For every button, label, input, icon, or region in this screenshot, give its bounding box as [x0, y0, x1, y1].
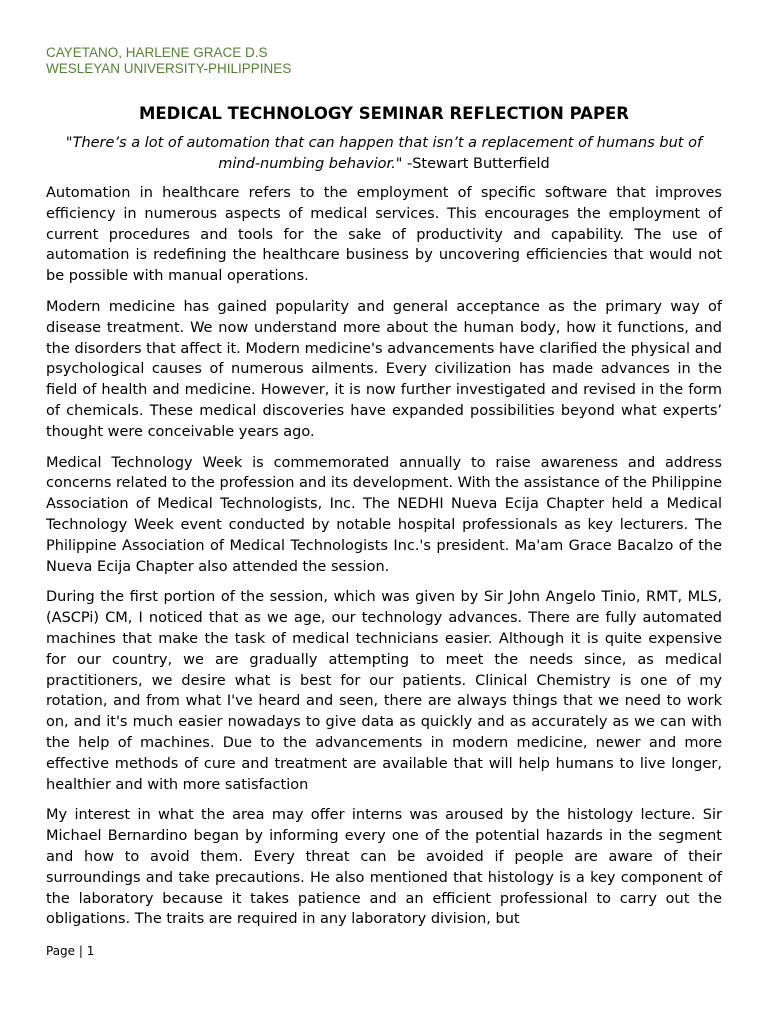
- page-separator: |: [78, 944, 83, 958]
- paragraph-2: Modern medicine has gained popularity and general acceptance as the primary way of disease treatment. We now understand more about the human body, how it functions, and the disorders that affect it. Modern medicine's advancements have clarified the physical and psychological causes of numerous ailments. Every civilization has made advances in the field of health and medicine. However, it is now further investigated and revised in the form of chemicals. These medical discoveries have expanded possibilities beyond what experts’ thought were conceivable years ago.: [46, 298, 722, 440]
- epigraph-quote: [46, 133, 722, 174]
- page-label: Page: [46, 944, 76, 958]
- paragraph-3: Medical Technology Week is commemorated annually to raise awareness and address concerns related to the profession and its development. With the assistance of the Philippine Association of Medical Technologists, Inc. The NEDHI Nueva Ecija Chapter held a Medical Technology Week event conducted by notable hospital professionals as key lecturers. The Philippine Association of Medical Technologists Inc.'s president. Ma'am Grace Bacalzo of the Nueva Ecija Chapter also attended the session.: [46, 454, 722, 575]
- paragraph-1: Automation in healthcare refers to the employment of specific software that improves efficiency in numerous aspects of medical services. This encourages the employment of current procedures and tools for the sake of productivity and capability. The use of automation is redefining the healthcare business by uncovering efficiencies that would not be possible with manual operations.: [46, 185, 722, 285]
- quote-text: "There’s a lot of automation that can happen that isn’t a replacement of humans but of mind-numbing behavior.": [65, 135, 703, 172]
- page-footer: [46, 944, 94, 958]
- paper-title: MEDICAL TECHNOLOGY SEMINAR REFLECTION PAPER: [138, 104, 630, 123]
- header-block: [46, 45, 722, 77]
- paragraph-4: During the first portion of the session, which was given by Sir John Angelo Tinio, RMT, MLS, (ASCPi) CM, I noticed that as we age, our technology advances. There are fully automated machines that make the task of medical technicians easier. Although it is quite expensive for our country, we are gradually attempting to meet the needs since, as medical practitioners, we desire what is best for our patients. Clinical Chemistry is one of my rotation, and from what I've heard and seen, there are always things that we need to work on, and it's much easier nowadays to give data as quickly and as accurately as we can with the help of machines. Due to the advancements in modern medicine, newer and more effective methods of cure and treatment are available that will help humans to live longer, healthier and with more satisfaction: [46, 589, 722, 793]
- quote-attribution: -Stewart Butterfield: [402, 155, 550, 172]
- paragraph-5: My interest in what the area may offer interns was aroused by the histology lecture. Sir Michael Bernardino began by informing every one of the potential hazards in the segment and how to avoid them. Every threat can be avoided if people are aware of their surroundings and take precautions. He also mentioned that histology is a key component of the laboratory because it takes patience and an efficient professional to carry out the obligations. The traits are required in any laboratory division, but: [46, 807, 722, 928]
- university-name: WESLEYAN UNIVERSITY-PHILIPPINES: [46, 61, 292, 76]
- author-name: CAYETANO, HARLENE GRACE D.S: [46, 45, 268, 60]
- page-number: 1: [86, 944, 95, 958]
